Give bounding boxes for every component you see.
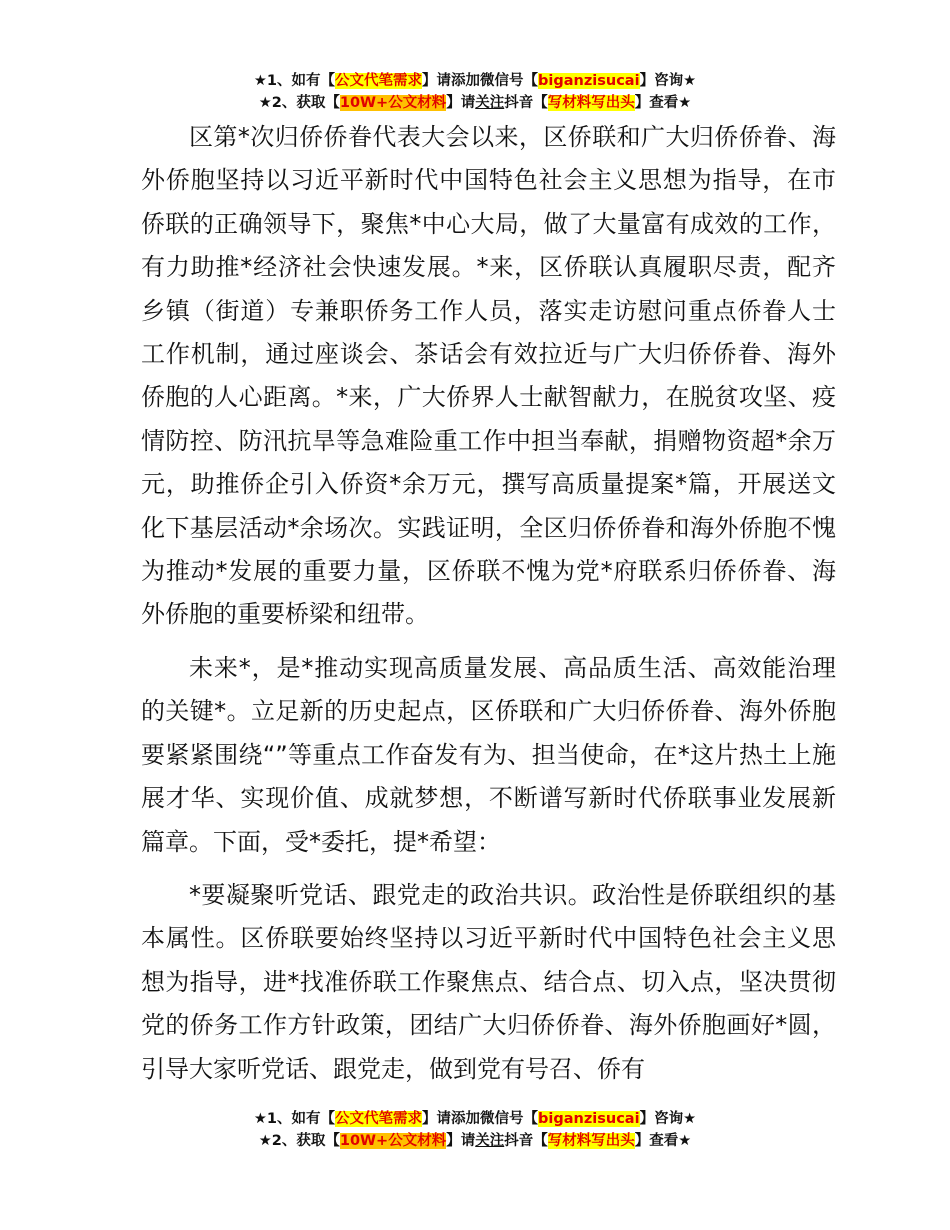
banner-line-1 [0,1108,950,1130]
banner-underline: 关注 [475,1133,505,1149]
paragraph-2: 未来*，是*推动实现高质量发展、高品质生活、高效能治理的关键*。立足新的历史起点，区侨联和广大归侨侨眷、海外侨胞要紧紧围绕“”等重点工作奋发有为、担当使命，在*这片热土上施展才华、实现价值、成就梦想，不断谱写新时代侨联事业发展新篇章。下面，受*委托，提*希望： [141,653,836,856]
banner-text: 】请 [446,95,476,111]
banner-highlight: 公文代笔需求 [335,73,423,89]
banner-text: 】请添加微信号【 [422,73,539,89]
banner-highlight: 写材料写出头 [547,95,635,111]
banner-highlight: 写材料写出头 [547,1133,635,1149]
banner-text: ★1、如有【 [253,1111,336,1127]
banner-highlight: 10W+公文材料 [339,1133,447,1149]
banner-highlight: biganzisucai [538,73,640,89]
banner-text: 抖音【 [504,95,548,111]
banner-line-2 [0,92,950,114]
banner-text: 】请添加微信号【 [422,1111,539,1127]
banner-text: 】咨询★ [639,73,697,89]
banner-text: 】咨询★ [639,1111,697,1127]
banner-line-2 [0,1130,950,1152]
paragraph-1: 区第*次归侨侨眷代表大会以来，区侨联和广大归侨侨眷、海外侨胞坚持以习近平新时代中国特色社会主义思想为指导，在市侨联的正确领导下，聚焦*中心大局，做了大量富有成效的工作，有力助推*经济社会快速发展。*来，区侨联认真履职尽责，配齐乡镇（街道）专兼职侨务工作人员，落实走访慰问重点侨眷人士工作机制，通过座谈会、茶话会有效拉近与广大归侨侨眷、海外侨胞的人心距离。*来，广大侨界人士献智献力，在脱贫攻坚、疫情防控、防汛抗旱等急难险重工作中担当奉献，捐赠物资超*余万元，助推侨企引入侨资*余万元，撰写高质量提案*篇，开展送文化下基层活动*余场次。实践证明，全区归侨侨眷和海外侨胞不愧为推动*发展的重要力量，区侨联不愧为党*府联系归侨侨眷、海外侨胞的重要桥梁和纽带。 [141,123,836,629]
banner-underline: 关注 [475,95,505,111]
banner-highlight: 公文代笔需求 [335,1111,423,1127]
header-banner [0,70,950,114]
paragraph-3: *要凝聚听党话、跟党走的政治共识。政治性是侨联组织的基本属性。区侨联要始终坚持以习近平新时代中国特色社会主义思想为指导，进*找准侨联工作聚焦点、结合点、切入点，坚决贯彻党的侨务工作方针政策，团结广大归侨侨眷、海外侨胞画好*圆，引导大家听党话、跟党走，做到党有号召、侨有 [141,880,836,1083]
banner-text: 】请 [446,1133,476,1149]
banner-line-1 [0,70,950,92]
banner-highlight: 10W+公文材料 [339,95,447,111]
banner-text: 抖音【 [504,1133,548,1149]
banner-text: 】查看★ [634,95,692,111]
document-body [141,116,836,1091]
banner-text: ★2、获取【 [258,95,340,111]
footer-banner [0,1108,950,1152]
banner-text: 】查看★ [634,1133,692,1149]
banner-text: ★2、获取【 [258,1133,340,1149]
banner-highlight: biganzisucai [538,1111,640,1127]
banner-text: ★1、如有【 [253,73,336,89]
